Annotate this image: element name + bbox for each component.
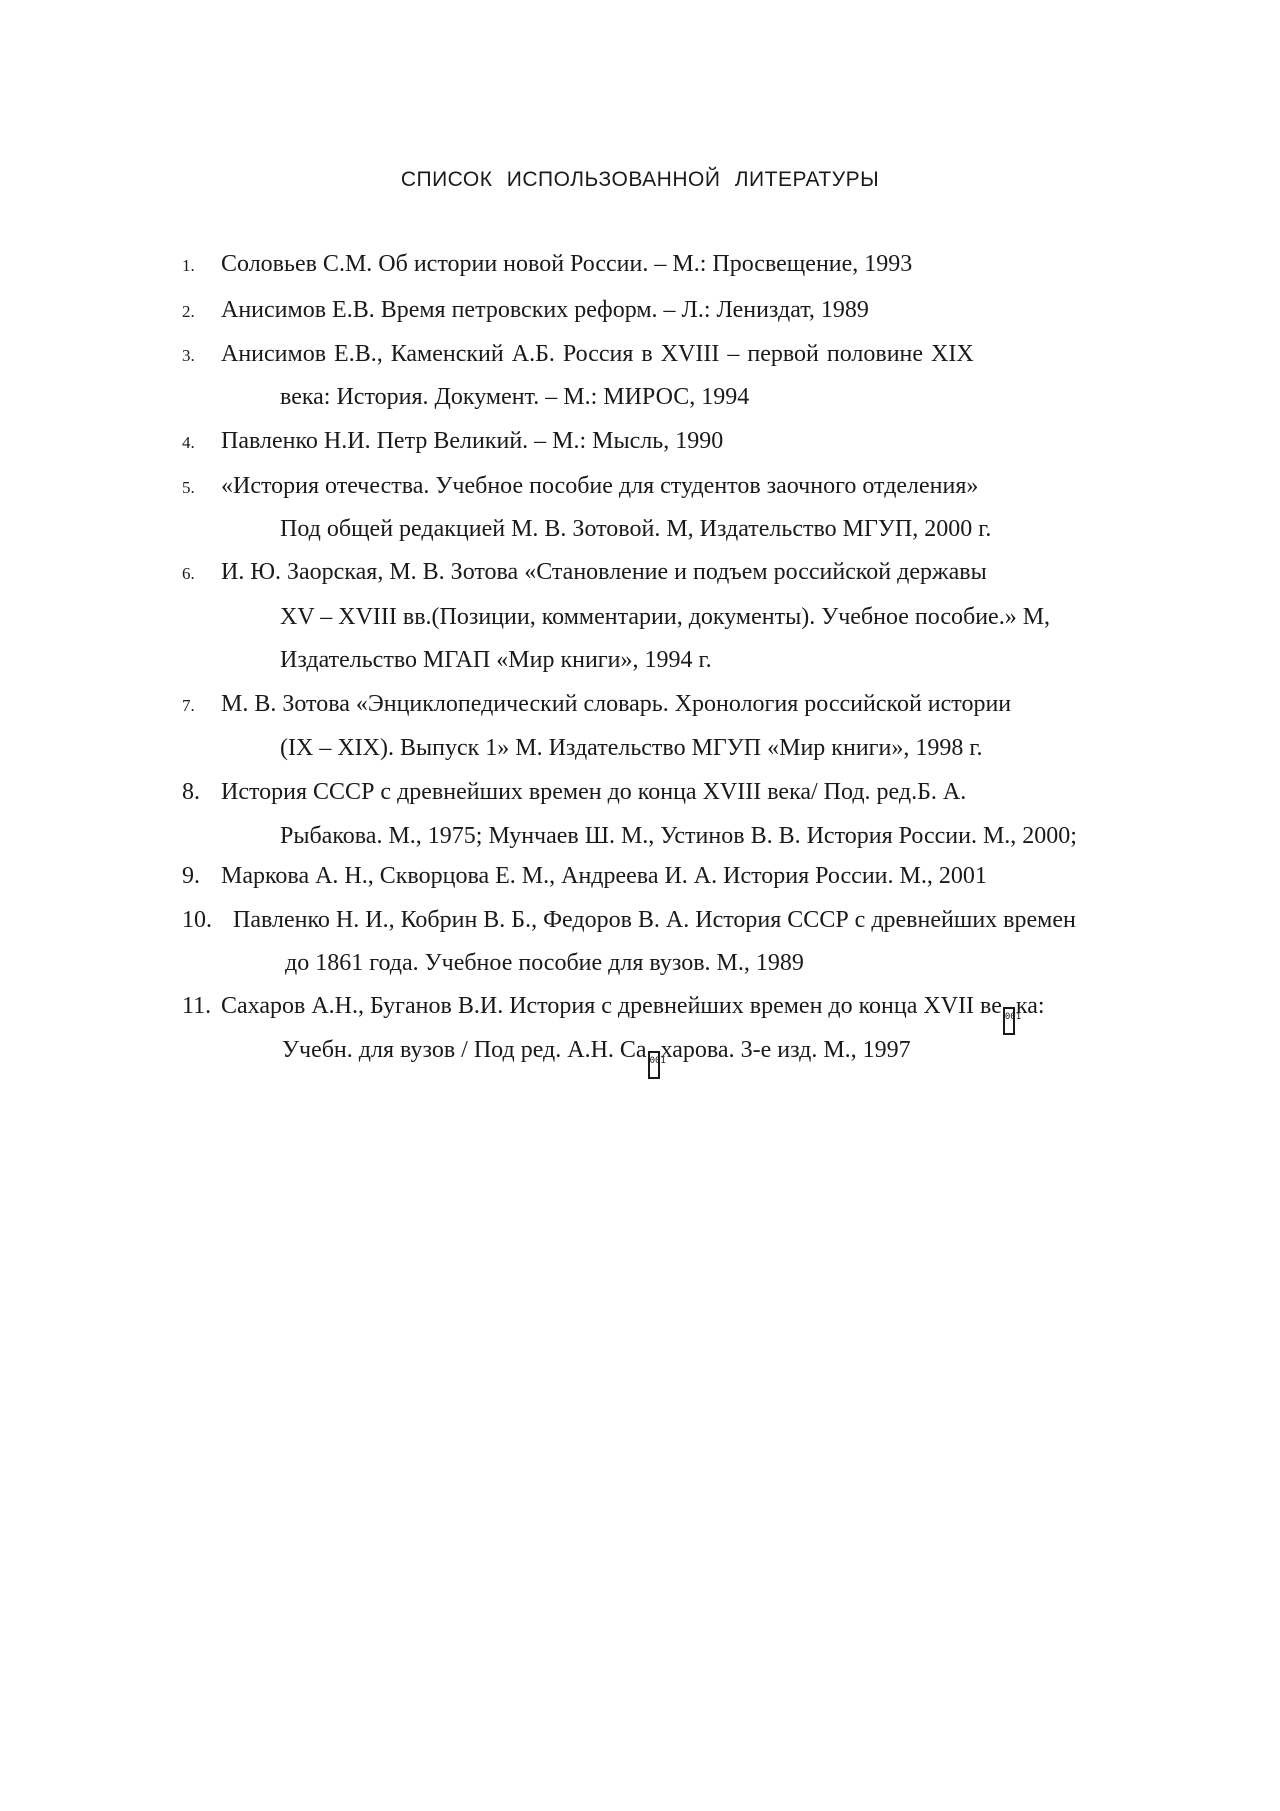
- entry-number: 5.: [182, 478, 195, 497]
- missing-glyph-icon: 001: [1003, 1007, 1015, 1035]
- entry-text: XV – XVIII вв.(Позиции, комментарии, документы). Учебное пособие.» М,: [280, 604, 1051, 630]
- missing-glyph-icon: 001: [648, 1051, 660, 1079]
- entry-number: 2.: [182, 302, 195, 321]
- entry-text: Павленко Н. И., Кобрин В. Б., Федоров В. А. История СССР с древнейших времен: [233, 907, 1076, 933]
- entry-text: Под общей редакцией М. В. Зотовой. М, Издательство МГУП, 2000 г.: [280, 516, 992, 542]
- page-title: СПИСОК ИСПОЛЬЗОВАННОЙ ЛИТЕРАТУРЫ: [400, 168, 880, 191]
- entry-number: 9.: [182, 863, 200, 889]
- entry-text: [221, 992, 1045, 1035]
- entry-text: Рыбакова. М., 1975; Мунчаев Ш. М., Устинов В. В. История России. М., 2000;: [280, 823, 1077, 849]
- entry-text: века: История. Документ. – М.: МИРОС, 1994: [280, 384, 750, 410]
- entry-text: (IX – XIX). Выпуск 1» М. Издательство МГУП «Мир книги», 1998 г.: [280, 735, 983, 761]
- entry-text: История СССР с древнейших времен до конца XVIII века/ Под. ред.Б. А.: [221, 779, 967, 805]
- entry-text: «История отечества. Учебное пособие для студентов заочного отделения»: [221, 473, 979, 499]
- entry-number: 8.: [182, 779, 200, 805]
- entry-text: Анисимов Е.В. Время петровских реформ. – Л.: Лениздат, 1989: [221, 297, 869, 323]
- entry-text-part: харова. 3-е изд. М., 1997: [660, 1037, 911, 1063]
- entry-number: 11.: [182, 993, 212, 1019]
- entry-text: И. Ю. Заорская, М. В. Зотова «Становление и подъем российской державы: [221, 559, 987, 585]
- entry-number: 10.: [182, 907, 212, 933]
- entry-text: М. В. Зотова «Энциклопедический словарь. Хронология российской истории: [221, 691, 1012, 717]
- entry-number: 4.: [182, 433, 195, 452]
- entry-text: до 1861 года. Учебное пособие для вузов. М., 1989: [285, 950, 804, 976]
- entry-number: 1.: [182, 256, 195, 275]
- entry-text-part: Учебн. для вузов / Под ред. А.Н. Са: [282, 1037, 647, 1063]
- entry-number: 3.: [182, 346, 195, 365]
- entry-number: 7.: [182, 696, 195, 715]
- entry-number: 6.: [182, 564, 195, 583]
- entry-text: Издательство МГАП «Мир книги», 1994 г.: [280, 647, 712, 673]
- entry-text-part: Сахаров А.Н., Буганов В.И. История с древнейших времен до конца XVII ве: [221, 993, 1002, 1019]
- entry-text-part: ка:: [1015, 993, 1045, 1019]
- entry-text: Маркова А. Н., Скворцова Е. М., Андреева И. А. История России. М., 2001: [221, 863, 987, 889]
- entry-text: Павленко Н.И. Петр Великий. – М.: Мысль, 1990: [221, 428, 724, 454]
- entry-text: [282, 1036, 911, 1079]
- entry-text: Соловьев С.М. Об истории новой России. – М.: Просвещение, 1993: [221, 251, 913, 277]
- entry-text: Анисимов Е.В., Каменский А.Б. Россия в XVIII – первой половине XIX: [221, 341, 974, 367]
